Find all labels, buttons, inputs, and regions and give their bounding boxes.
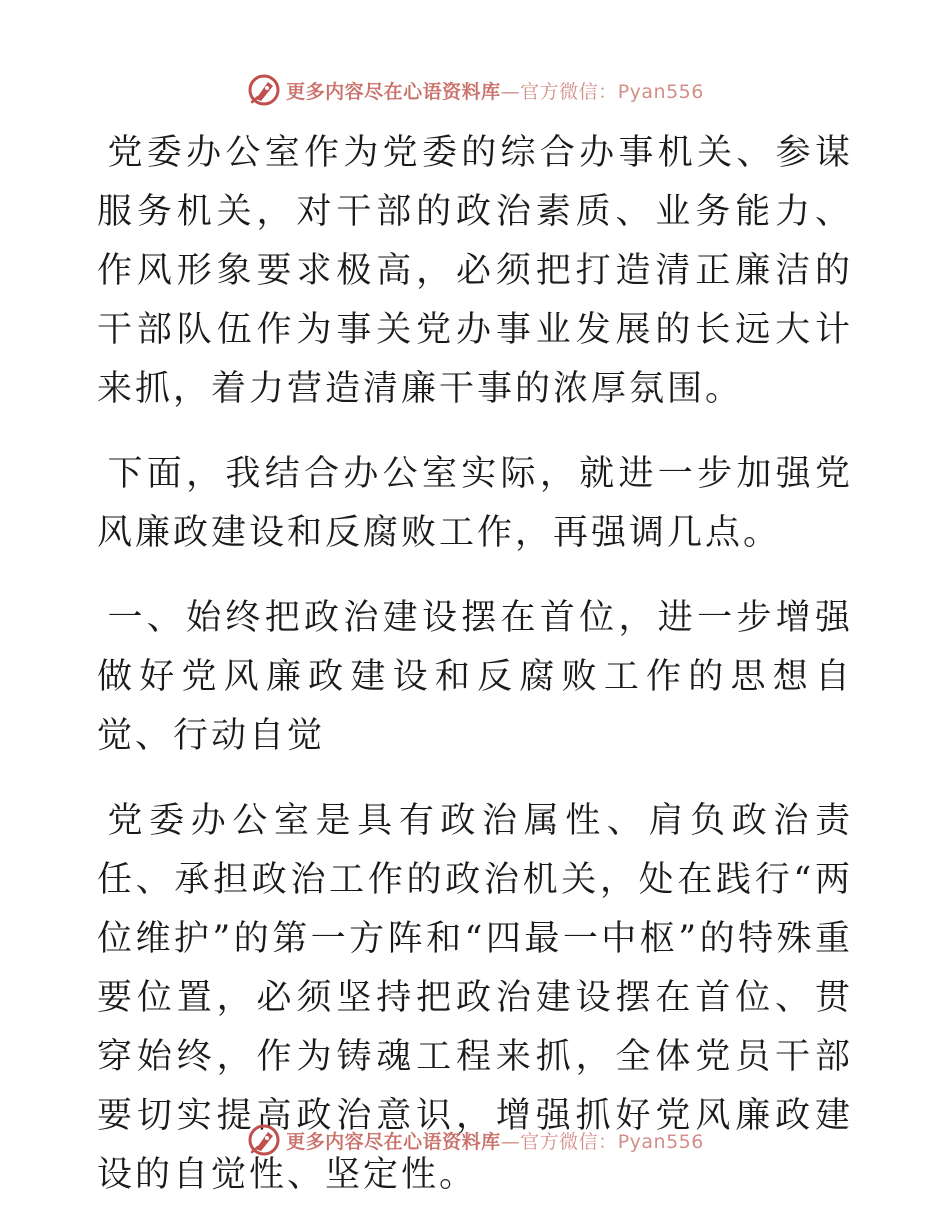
footer-watermark-banner bbox=[0, 1120, 950, 1160]
pen-nib-circle-icon bbox=[246, 72, 282, 108]
header-watermark-banner bbox=[0, 70, 950, 110]
header-wechat-label: 官方微信： bbox=[520, 80, 618, 103]
footer-banner-text bbox=[286, 1127, 704, 1154]
header-banner-text bbox=[286, 77, 704, 104]
footer-wechat-id: Pyan556 bbox=[617, 1130, 704, 1153]
section-heading-1: 一、始终把政治建设摆在首位，进一步增强做好党风廉政建设和反腐败工作的思想自觉、行动自觉 bbox=[97, 598, 853, 756]
header-dash: — bbox=[500, 80, 521, 103]
pen-nib-circle-icon bbox=[246, 1122, 282, 1158]
header-site-text: 更多内容尽在心语资料库 bbox=[286, 80, 501, 103]
body-paragraph-2: 下面，我结合办公室实际，就进一步加强党风廉政建设和反腐败工作，再强调几点。 bbox=[97, 454, 853, 553]
footer-dash: — bbox=[500, 1130, 521, 1153]
body-paragraph-3: 党委办公室是具有政治属性、肩负政治责任、承担政治工作的政治机关，处在践行“两位维护”的第一方阵和“四最一中枢”的特殊重要位置，必须坚持把政治建设摆在首位、贯穿始终，作为铸魂工程来抓，全体党员干部要切实提高政治意识，增强抓好党风廉政建设的自觉性、坚定性。 bbox=[97, 801, 853, 1195]
body-paragraph-1: 党委办公室作为党委的综合办事机关、参谋服务机关，对干部的政治素质、业务能力、作风形象要求极高，必须把打造清正廉洁的干部队伍作为事关党办事业发展的长远大计来抓，着力营造清廉干事的浓厚氛围。 bbox=[97, 133, 853, 409]
footer-site-text: 更多内容尽在心语资料库 bbox=[286, 1130, 501, 1153]
footer-wechat-label: 官方微信： bbox=[520, 1130, 618, 1153]
document-body bbox=[97, 124, 853, 1205]
header-wechat-id: Pyan556 bbox=[617, 80, 704, 103]
